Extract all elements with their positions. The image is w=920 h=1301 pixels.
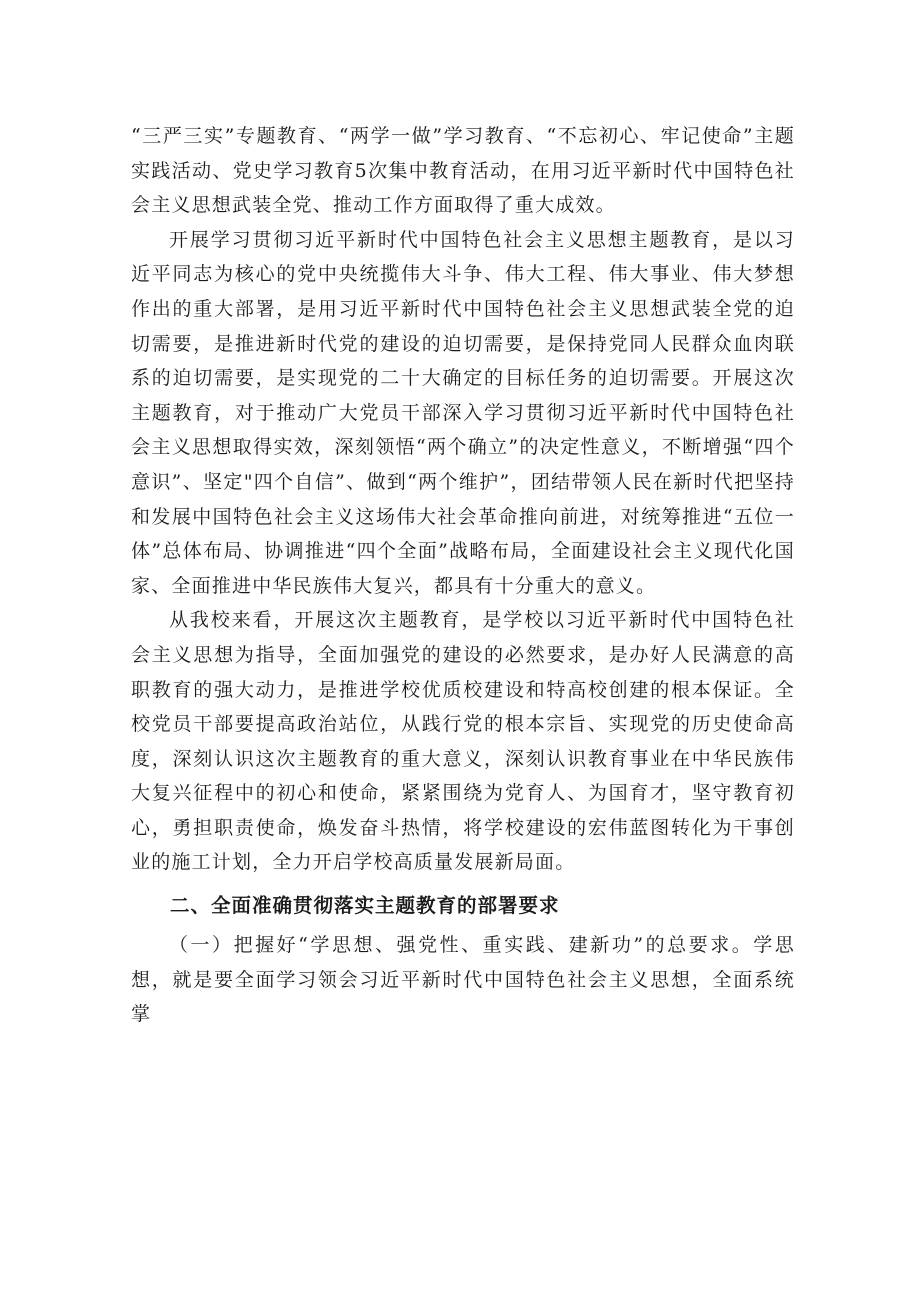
document-body <box>131 119 795 1032</box>
paragraph-theme-education-significance: 开展学习贯彻习近平新时代中国特色社会主义思想主题教育，是以习近平同志为核心的党中央统揽伟大斗争、伟大工程、伟大事业、伟大梦想作出的重大部署，是用习近平新时代中国特色社会主义思想武装全党的迫切需要，是推进新时代党的建设的迫切需要，是保持党同人民群众血肉联系的迫切需要，是实现党的二十大确定的目标任务的迫切需要。开展这次主题教育，对于推动广大党员干部深入学习贯彻习近平新时代中国特色社会主义思想取得实效，深刻领悟“两个确立”的决定性意义，不断增强“四个意识”、坚定"四个自信”、做到“两个维护”，团结带领人民在新时代把坚持和发展中国特色社会主义这场伟大社会革命推向前进，对统筹推进“五位一体”总体布局、协调推进“四个全面”战略布局，全面建设社会主义现代化国家、全面推进中华民族伟大复兴，都具有十分重大的意义。 <box>131 228 795 597</box>
paragraph-continuation: “三严三实”专题教育、“两学一做”学习教育、“不忘初心、牢记使命”主题实践活动、党史学习教育5次集中教育活动，在用习近平新时代中国特色社会主义思想武装全党、推动工作方面取得了重大成效。 <box>131 125 795 217</box>
paragraph-general-requirements: （一）把握好“学思想、强党性、重实践、建新功”的总要求。学思想，就是要全面学习领会习近平新时代中国特色社会主义思想，全面系统掌 <box>131 934 795 1026</box>
paragraph-school-perspective: 从我校来看，开展这次主题教育，是学校以习近平新时代中国特色社会主义思想为指导，全面加强党的建设的必然要求，是办好人民满意的高职教育的强大动力，是推进学校优质校建设和特高校创建的根本保证。全校党员干部要提高政治站位，从践行党的根本宗旨、实现党的历史使命高度，深刻认识这次主题教育的重大意义，深刻认识教育事业在中华民族伟大复兴征程中的初心和使命，紧紧围绕为党育人、为国育才，坚守教育初心，勇担职责使命，焕发奋斗热情，将学校建设的宏伟蓝图转化为干事创业的施工计划，全力开启学校高质量发展新局面。 <box>131 609 795 874</box>
section-heading: 二、全面准确贯彻落实主题教育的部署要求 <box>170 894 560 918</box>
